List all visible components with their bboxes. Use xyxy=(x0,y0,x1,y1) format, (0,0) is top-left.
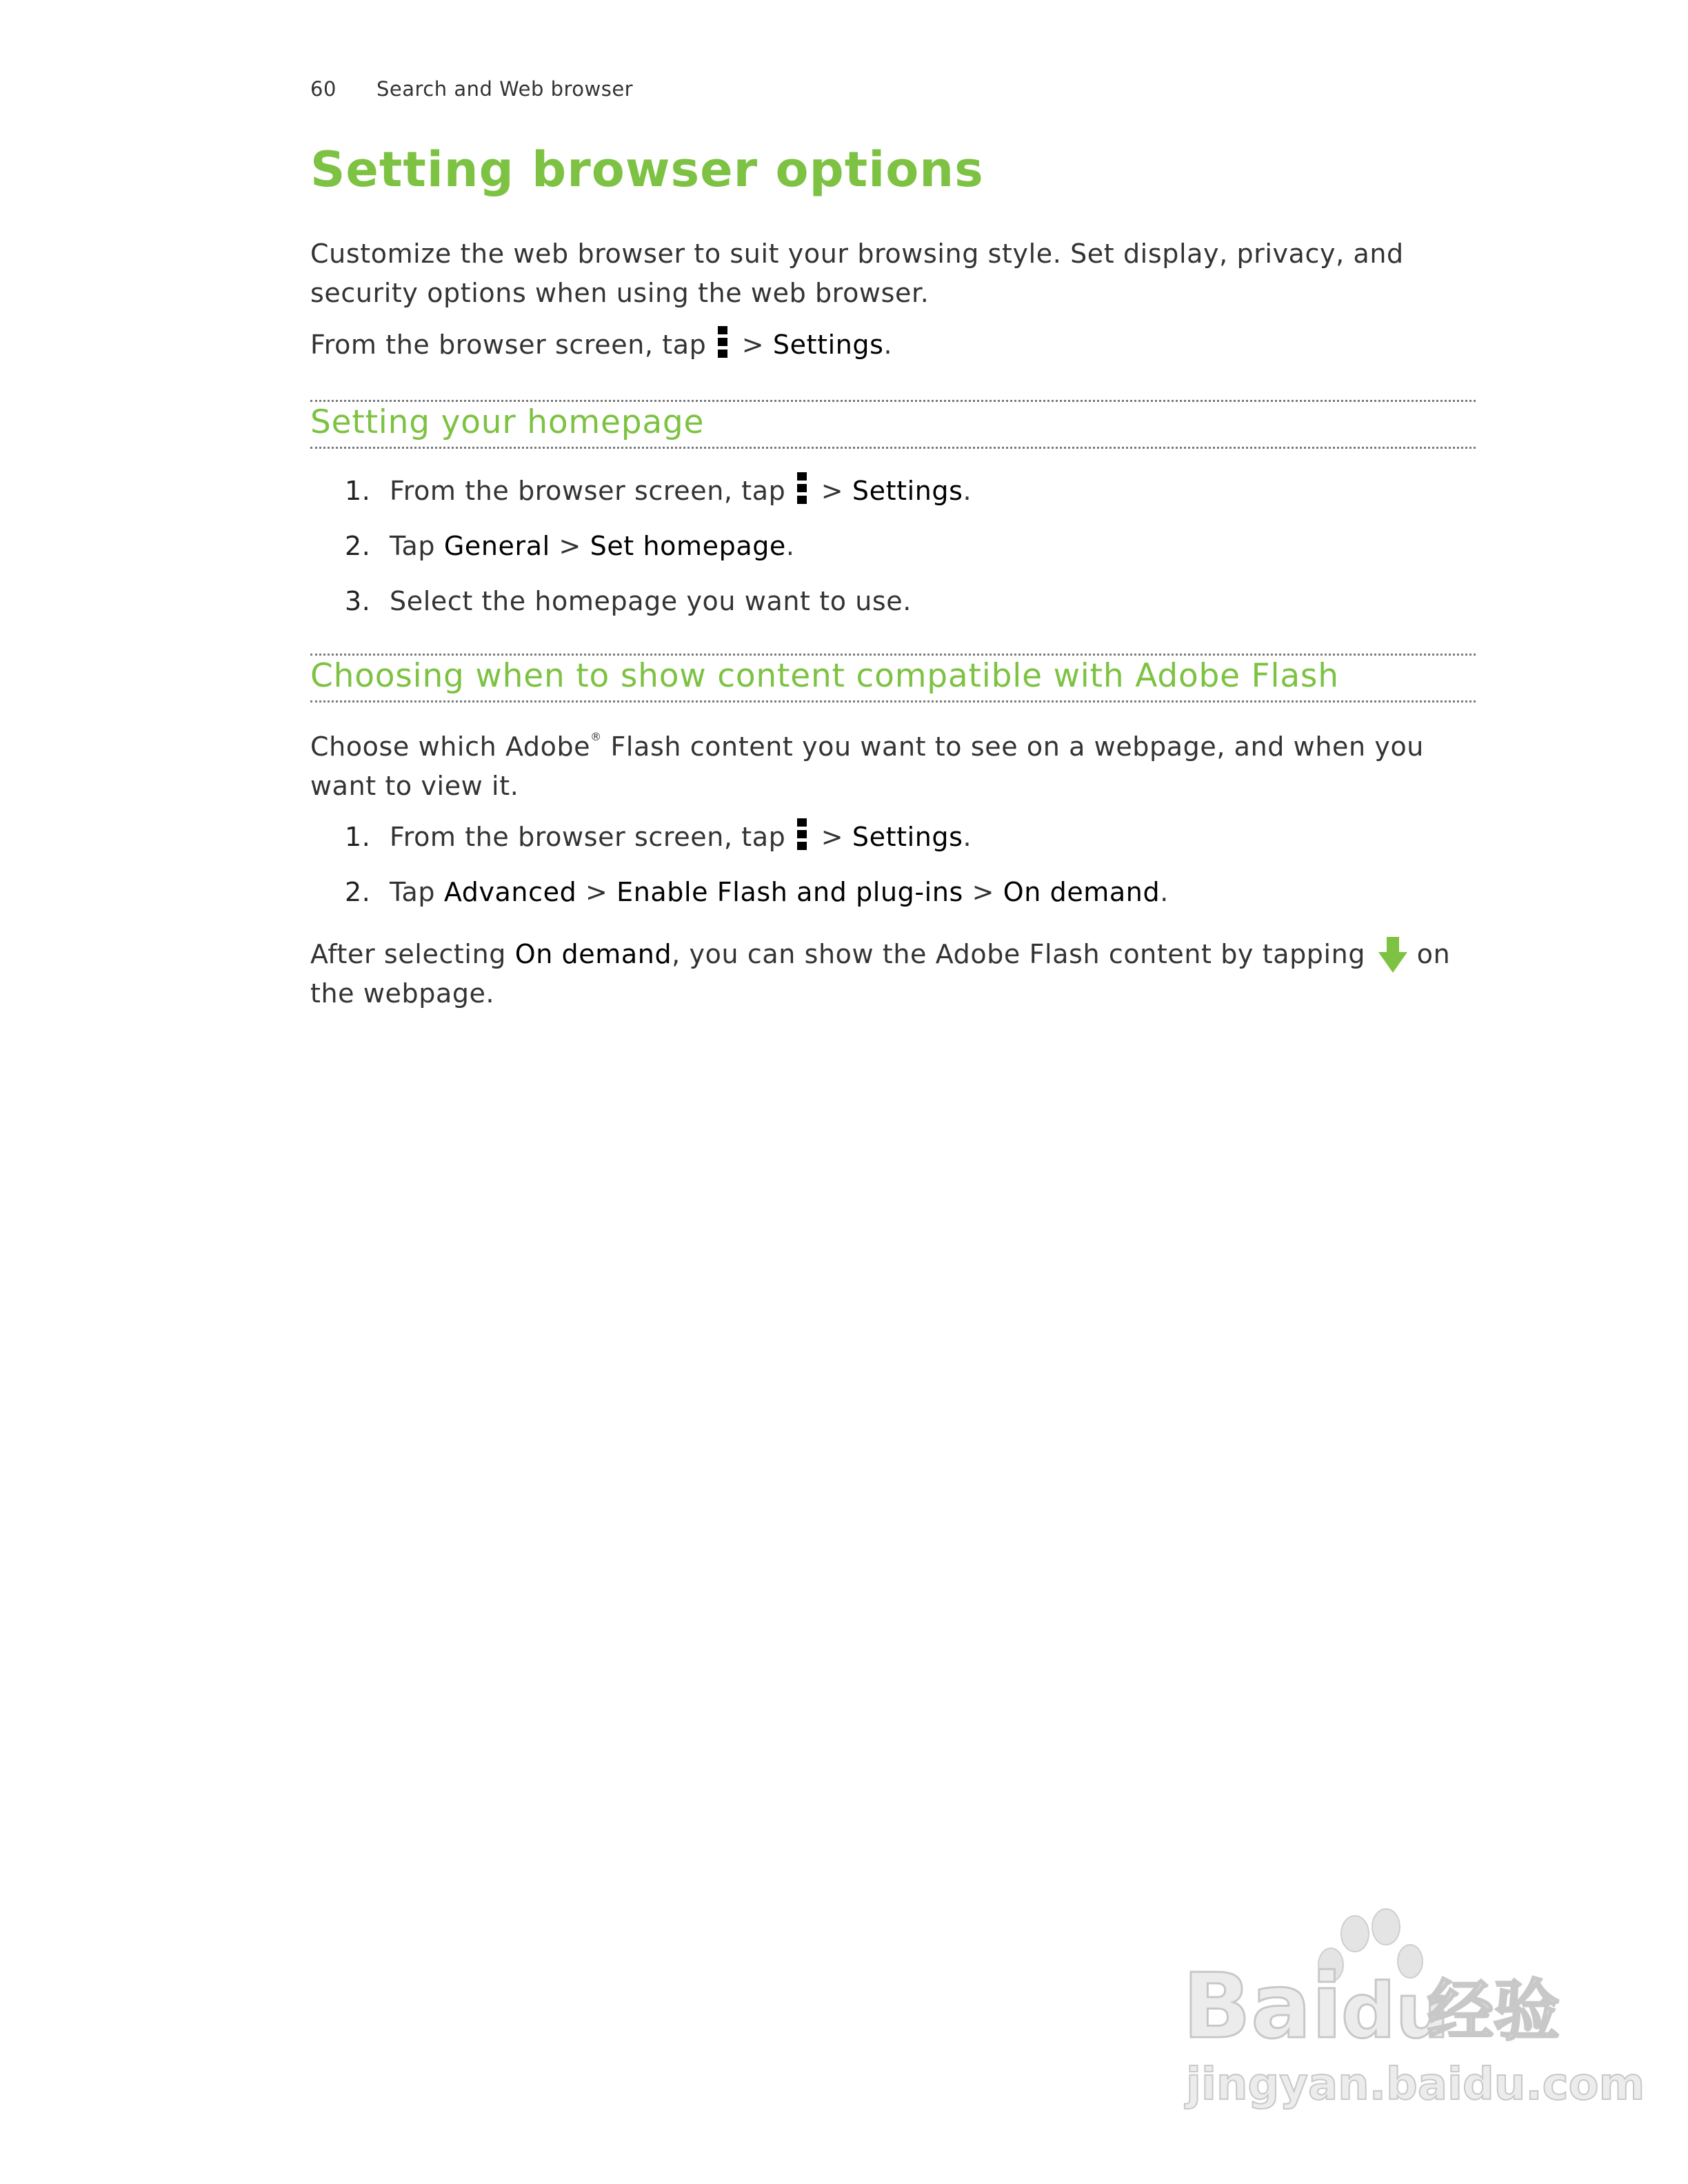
section-divider xyxy=(310,400,1476,402)
baidu-watermark-logo xyxy=(1183,1906,1645,2113)
section-divider xyxy=(310,700,1476,702)
svg-text:经验: 经验 xyxy=(1427,1972,1560,2050)
section-divider xyxy=(310,447,1476,449)
svg-text:Bai: Bai xyxy=(1183,1954,1343,2059)
section-heading-homepage: Setting your homepage xyxy=(310,403,705,441)
flash-steps xyxy=(310,818,1169,928)
menu-icon xyxy=(718,326,727,358)
section-heading-flash: Choosing when to show content compatible with Adobe Flash xyxy=(310,657,1339,695)
intro-tap-instruction: From the browser screen, tap > Settings. xyxy=(310,325,1483,365)
page-title: Setting browser options xyxy=(310,141,984,198)
list-item: 1. From the browser screen, tap > Settings. xyxy=(310,818,1169,873)
list-item: 3. Select the homepage you want to use. xyxy=(345,586,912,616)
running-header xyxy=(310,77,633,101)
flash-after-paragraph: After selecting On demand, you can show the Adobe Flash content by tapping on the webpage. xyxy=(310,935,1483,1013)
menu-icon xyxy=(797,818,807,850)
list-item: 1. From the browser screen, tap > Settings. xyxy=(310,472,972,527)
download-arrow-icon xyxy=(1378,937,1407,973)
homepage-steps xyxy=(310,472,972,637)
page-number: 60 xyxy=(310,77,336,101)
svg-text:du: du xyxy=(1341,1967,1450,2055)
flash-description: Choose which Adobe® Flash content you want to see on a webpage, and when you want to view it. xyxy=(310,730,1424,801)
list-item: 2. Tap General > Set homepage. xyxy=(345,531,795,561)
intro-paragraph: Customize the web browser to suit your browsing style. Set display, privacy, and security options when using the web browser. xyxy=(310,239,1404,308)
list-item: 2. Tap Advanced > Enable Flash and plug-ins > On demand. xyxy=(345,877,1169,907)
menu-icon xyxy=(797,472,807,504)
header-section: Search and Web browser xyxy=(376,77,634,101)
svg-text:jingyan.baidu.com: jingyan.baidu.com xyxy=(1186,2059,1645,2110)
settings-label: Settings xyxy=(772,330,884,360)
section-divider xyxy=(310,654,1476,656)
